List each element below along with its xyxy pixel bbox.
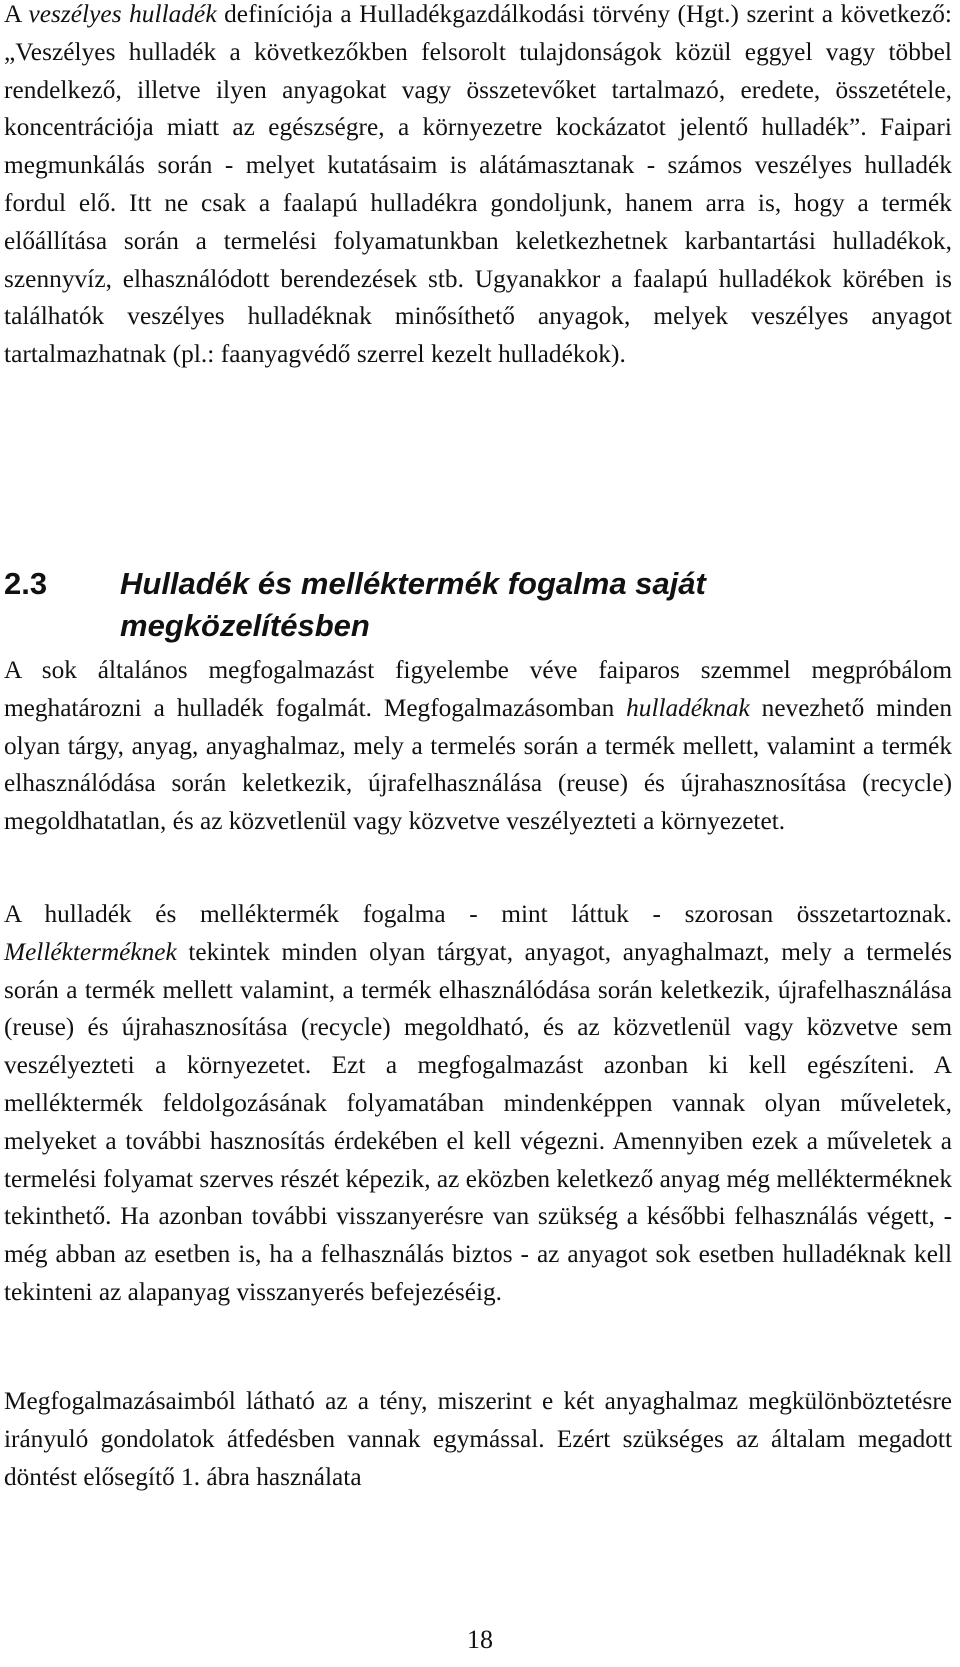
- text-run: A sok általános megfogalmazást figyelembe véve faiparos szemmel megpróbálom meghatározni a hulladék fogalmát. Megfogalmazásomban: [4, 656, 952, 722]
- italic-term: veszélyes hulladék: [28, 0, 217, 28]
- italic-term: hulladéknak: [626, 693, 750, 722]
- section-number: 2.3: [4, 566, 48, 601]
- paragraph-text: Megfogalmazásaimból látható az a tény, miszerint e két anyaghalmaz megkülönböztetésre irányuló gondolatok átfedésben vannak egymással. Ezért szükséges az általam megadott döntést elősegítő 1. ábra használata: [4, 1387, 952, 1491]
- section-heading: [4, 563, 952, 647]
- section-title: Hulladék és melléktermék fogalma saját megközelítésben: [120, 566, 706, 643]
- paragraph-byproduct-definition: [4, 896, 952, 1312]
- text-run: nevezhető minden olyan tárgy, anyag, anyaghalmaz, mely a termelés során a termék mellett, valamint a termék elhasználódása során keletkezik, újrafelhasználása (reuse) és újrahasznosítása (recycle) megoldhatatlan, és az közvetlenül vagy közvetve veszélyezteti a környezetet.: [4, 693, 952, 836]
- text-run: A hulladék és melléktermék fogalma - mint láttuk - szorosan összetartoznak.: [4, 900, 952, 928]
- paragraph-hazardous-waste-definition: [4, 0, 952, 374]
- italic-term: Mellékterméknek: [4, 937, 177, 966]
- paragraph-conclusion: [4, 1383, 952, 1496]
- paragraph-text: [4, 652, 952, 841]
- text-run: definíciója a Hulladékgazdálkodási törvény (Hgt.) szerint a következő: „Veszélyes hulladék a következőkben felsorolt tulajdonságok közül eggyel vagy többel rendelkező, illetve ilyen anyagokat vagy összetevőket tartalmazó, eredete, összetétele, koncentrációja miatt az egészségre, a környezetre kockázatot jelentő hulladék”. Faipari megmunkálás során - melyet kutatásaim is alátámasztanak - számos veszélyes hulladék fordul elő. Itt ne csak a faalapú hulladékra gondoljunk, hanem arra is, hogy a termék előállítása során a termelési folyamatunkban keletkezhetnek karbantartási hulladékok, szennyvíz, elhasználódott berendezések stb. Ugyanakkor a faalapú hulladékok körében is találhatók veszélyes hulladéknak minősíthető anyagok, melyek veszélyes anyagot tartalmazhatnak (pl.: faanyagvédő szerrel kezelt hulladékok).: [4, 0, 952, 369]
- text-run: tekintek minden olyan tárgyat, anyagot, anyaghalmazt, mely a termelés során a termék mellett valamint, a termék elhasználódása során keletkezik, újrafelhasználása (reuse) és újrahasznosítása (recycle) megoldható, és az közvetlenül vagy közvetve sem veszélyezteti a környezetet. Ezt a megfogalmazást azonban ki kell egészíteni. A melléktermék feldolgozásának folyamatában mindenképpen vannak olyan műveletek, melyeket a további hasznosítás érdekében el kell végezni. Amennyiben ezek a műveletek a termelési folyamat szerves részét képezik, az eközben keletkező anyag még mellékterméknek tekinthető. Ha azonban további visszanyerésre van szükség a későbbi felhasználás végett, - még abban az esetben is, ha a felhasználás biztos - az anyagot sok esetben hulladéknak kell tekinteni az alapanyag visszanyerés befejezéséig.: [4, 937, 952, 1306]
- paragraph-text: [4, 896, 952, 1312]
- page-number: 18: [467, 1625, 493, 1654]
- paragraph-text: [4, 0, 952, 374]
- paragraph-waste-definition: [4, 652, 952, 841]
- text-run: A: [4, 0, 29, 28]
